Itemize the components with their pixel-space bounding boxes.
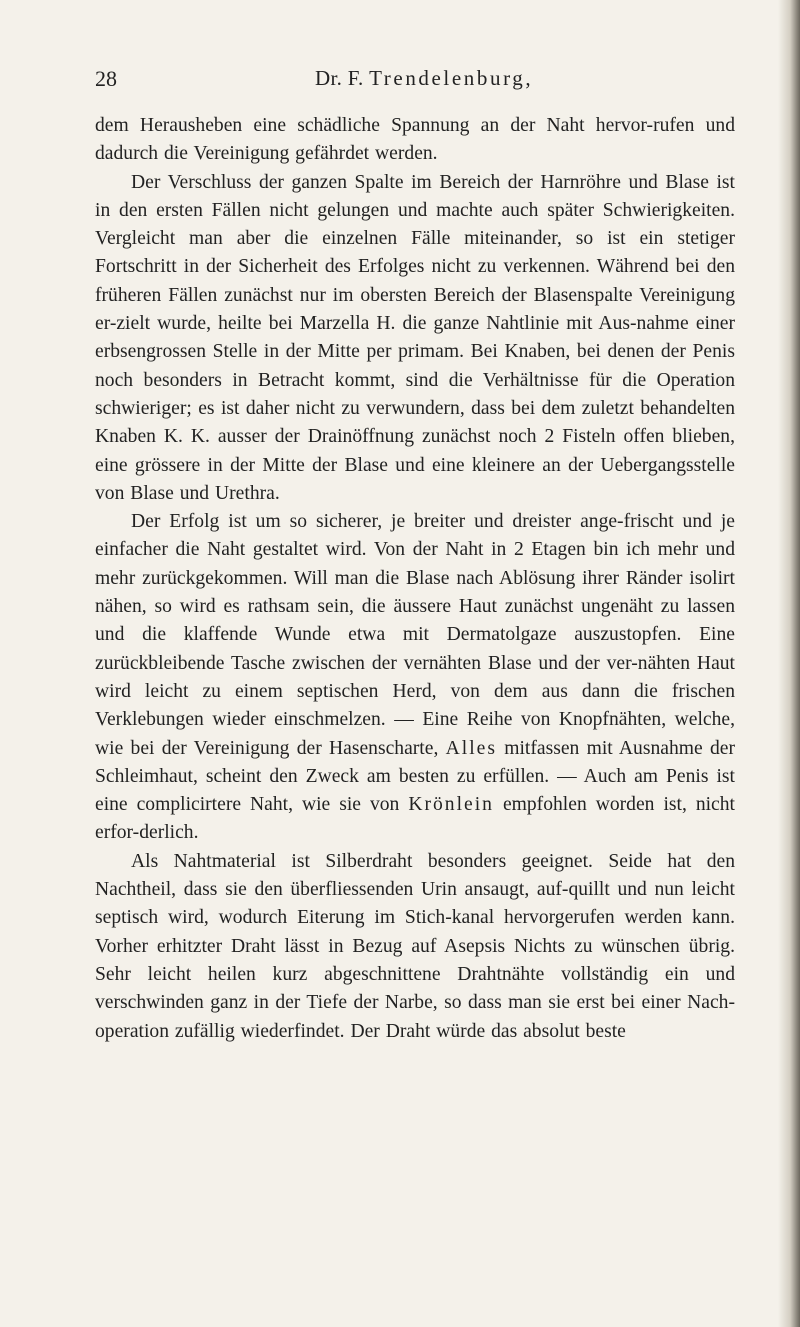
body-text [95, 112, 735, 1046]
emphasized-word: Alles [445, 737, 497, 759]
paragraph-text-part-a: Der Erfolg ist um so sicherer, je breiter und dreister ange-frischt und je einfacher die Naht gestaltet wird. Von der Naht in 2 Etagen bin ich mehr und mehr zurückgekommen. Will man die Blase nach Ablösung ihrer Ränder isolirt nähen, so wird es rathsam sein, die äussere Haut zunächst ungenäht zu lassen und die klaffende Wunde etwa mit Dermatolgaze auszustopfen. Eine zurückbleibende Tasche zwischen der vernähten Blase und der ver-nähten Haut wird leicht zu einem septischen Herd, von dem aus dann die frischen Verklebungen wieder einschmelzen. — Eine Reihe von Knopfnähten, welche, wie bei der Vereinigung der Hasenscharte, [95, 511, 735, 759]
paragraph-text-part-c: empfohlen worden ist, nicht erfor-derlich. [95, 794, 735, 844]
author-suffix: , [525, 66, 531, 90]
page-header [95, 66, 735, 100]
author-prefix: Dr. F. [315, 66, 370, 90]
running-head [315, 66, 531, 91]
paragraph-continuation: dem Herausheben eine schädliche Spannung an der Naht hervor-rufen und dadurch die Vereinigung gefährdet werden. [95, 115, 735, 165]
page-number: 28 [95, 66, 117, 91]
paragraph-suture-technique [95, 508, 735, 848]
paragraph-bladder-closure: Der Verschluss der ganzen Spalte im Bereich der Harnröhre und Blase ist in den ersten Fällen nicht gelungen und machte auch später Schwierigkeiten. Vergleicht man aber die einzelnen Fälle miteinander, so ist ein stetiger Fortschritt in der Sicherheit des Erfolges nicht zu verkennen. Während bei den früheren Fällen zunächst nur im obersten Bereich der Blasenspalte Vereinigung er-zielt wurde, heilte bei Marzella H. die ganze Nahtlinie mit Aus-nahme einer erbsengrossen Stelle in der Mitte per primam. Bei Knaben, bei denen der Penis noch besonders in Betracht kommt, sind die Verhältnisse für die Operation schwieriger; es ist daher nicht zu verwundern, dass bei dem zuletzt behandelten Knaben K. K. ausser der Drainöffnung zunächst noch 2 Fisteln offen blieben, eine grössere in der Mitte der Blase und eine kleinere an der Uebergangsstelle von Blase und Urethra. [95, 171, 735, 504]
page-edge-shadow [778, 0, 800, 1327]
paragraph-suture-material: Als Nahtmaterial ist Silberdraht besonders geeignet. Seide hat den Nachtheil, dass sie den überfliessenden Urin ansaugt, auf-quillt und nun leicht septisch wird, wodurch Eiterung im Stich-kanal hervorgerufen werden kann. Vorher erhitzter Draht lässt in Bezug auf Asepsis Nichts zu wünschen übrig. Sehr leicht heilen kurz abgeschnittene Drahtnähte vollständig ein und verschwinden ganz in der Tiefe der Narbe, so dass man sie erst bei einer Nach-operation zufällig wiederfindet. Der Draht würde das absolut beste [95, 850, 735, 1042]
author-surname: Trendelenburg [369, 66, 526, 90]
cited-author-name: Krönlein [408, 794, 494, 816]
paragraph-text-part-b: mitfassen mit Ausnahme der Schleimhaut, scheint den Zweck am besten zu erfüllen. — Auch am Penis ist eine complicirtere Naht, wie sie von [95, 737, 735, 816]
